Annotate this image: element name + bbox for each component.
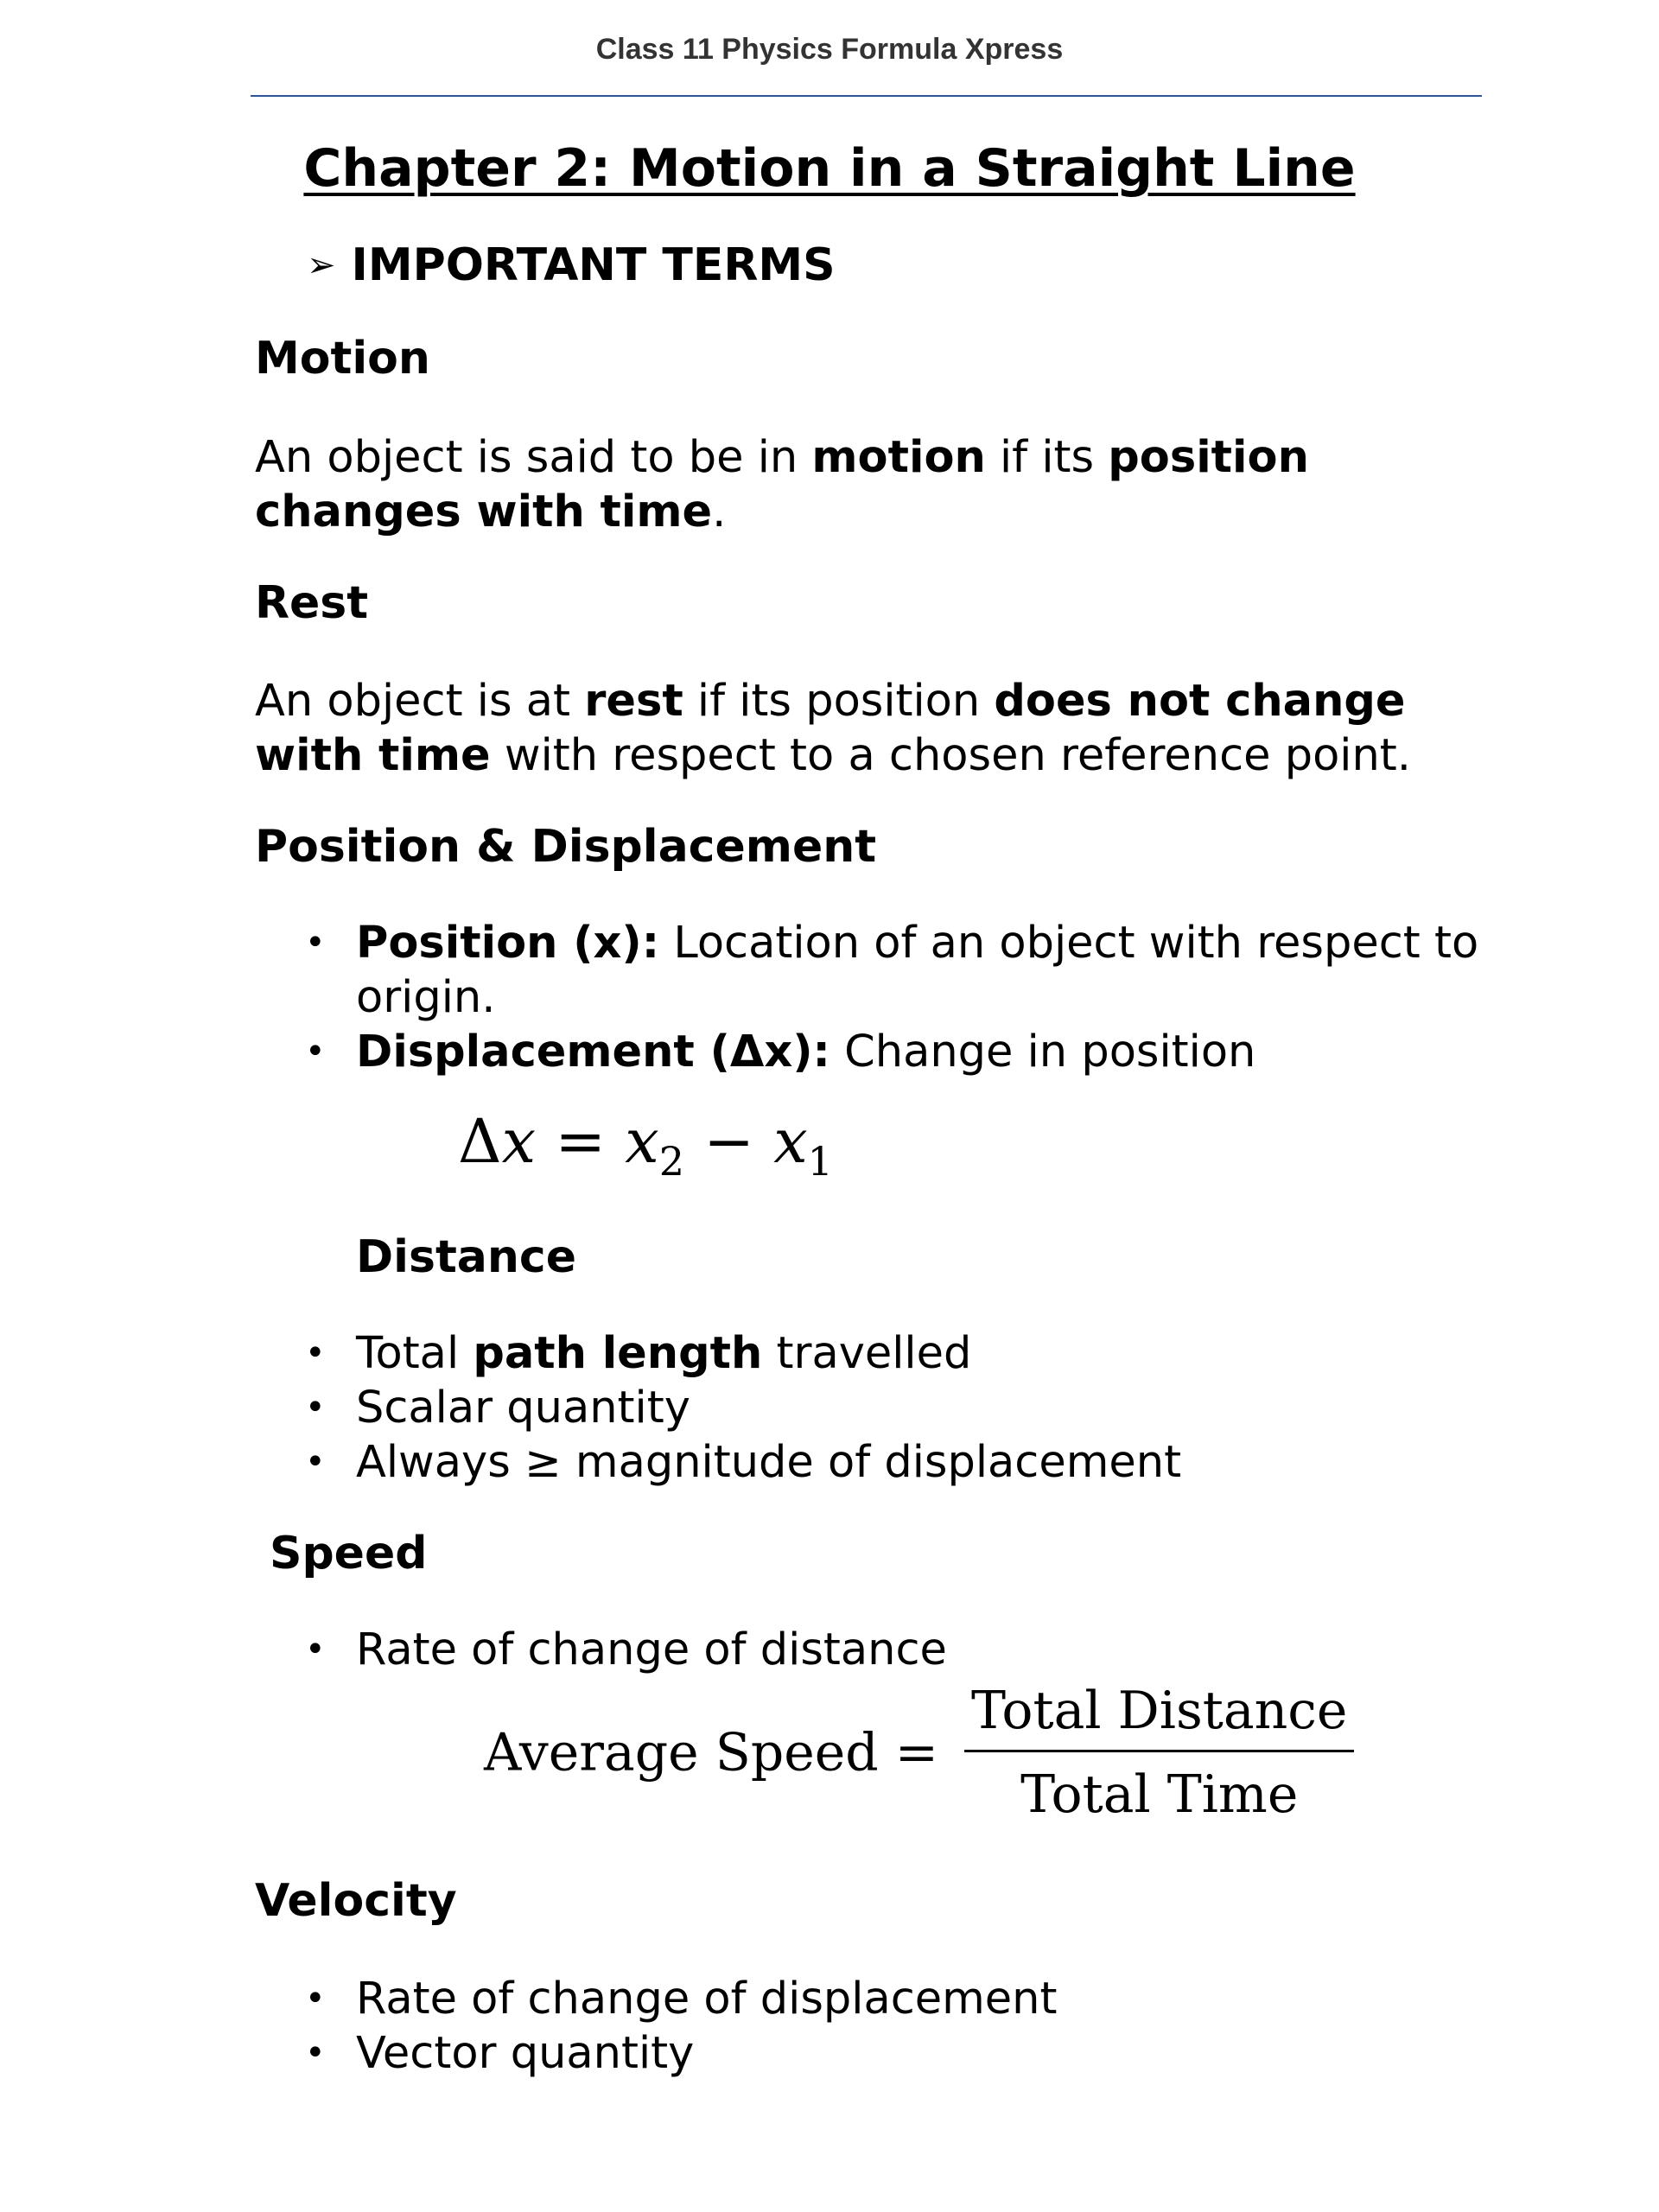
- heading-position-displacement: Position & Displacement: [255, 821, 877, 873]
- section-important-terms: [307, 239, 836, 291]
- bullet-dot-icon: •: [305, 923, 326, 963]
- formula-average-speed: Average Speed = $\frac{\text{Total Distance}}{\text{Total Time}}$: [484, 1681, 1354, 1825]
- bullet-dot-icon: •: [305, 1388, 326, 1427]
- velocity-list: [0, 1972, 1479, 2081]
- header-divider: [251, 95, 1482, 97]
- speed-list: [0, 1623, 1479, 1677]
- heading-rest: Rest: [255, 577, 369, 629]
- position-displacement-list: [0, 916, 1479, 1079]
- arrow-bullet-icon: ➢: [307, 245, 336, 285]
- formula-displacement: $\Delta x = x_2 - x_1$: [458, 1106, 833, 1185]
- heading-distance: Distance: [356, 1231, 576, 1283]
- bullet-dot-icon: •: [305, 1630, 326, 1669]
- heading-speed: Speed: [270, 1528, 428, 1580]
- paragraph-motion: An object is said to be in motion if its position changes with time.: [255, 432, 1309, 537]
- list-item: • Position (x): Location of an object with respect to origin.: [305, 918, 1479, 1023]
- list-item: • Displacement (Δx): Change in position: [305, 1027, 1256, 1077]
- paragraph-rest: An object is at rest if its position does not change with time with respect to a chosen reference point.: [255, 676, 1411, 781]
- list-item: • Rate of change of displacement: [305, 1974, 1058, 2024]
- bullet-dot-icon: •: [305, 1032, 326, 1071]
- heading-velocity: Velocity: [255, 1875, 457, 1927]
- chapter-title: Chapter 2: Motion in a Straight Line: [303, 138, 1356, 199]
- list-item: • Rate of change of distance: [305, 1624, 947, 1675]
- heading-motion: Motion: [255, 333, 430, 385]
- distance-list: [0, 1326, 1479, 1490]
- bullet-dot-icon: •: [305, 1333, 326, 1373]
- fraction: $\frac{\text{Total Distance}}{\text{Total Time}}$: [964, 1681, 1354, 1825]
- bullet-dot-icon: •: [305, 1442, 326, 1482]
- section-title: IMPORTANT TERMS: [351, 239, 836, 291]
- list-item: • Total path length travelled: [305, 1328, 972, 1379]
- list-item: • Scalar quantity: [305, 1382, 690, 1433]
- list-item: • Vector quantity: [305, 2028, 695, 2079]
- running-header: Class 11 Physics Formula Xpress: [595, 33, 1064, 66]
- bullet-dot-icon: •: [305, 1979, 326, 2018]
- list-item: • Always ≥ magnitude of displacement: [305, 1437, 1182, 1488]
- bullet-dot-icon: •: [305, 2033, 326, 2073]
